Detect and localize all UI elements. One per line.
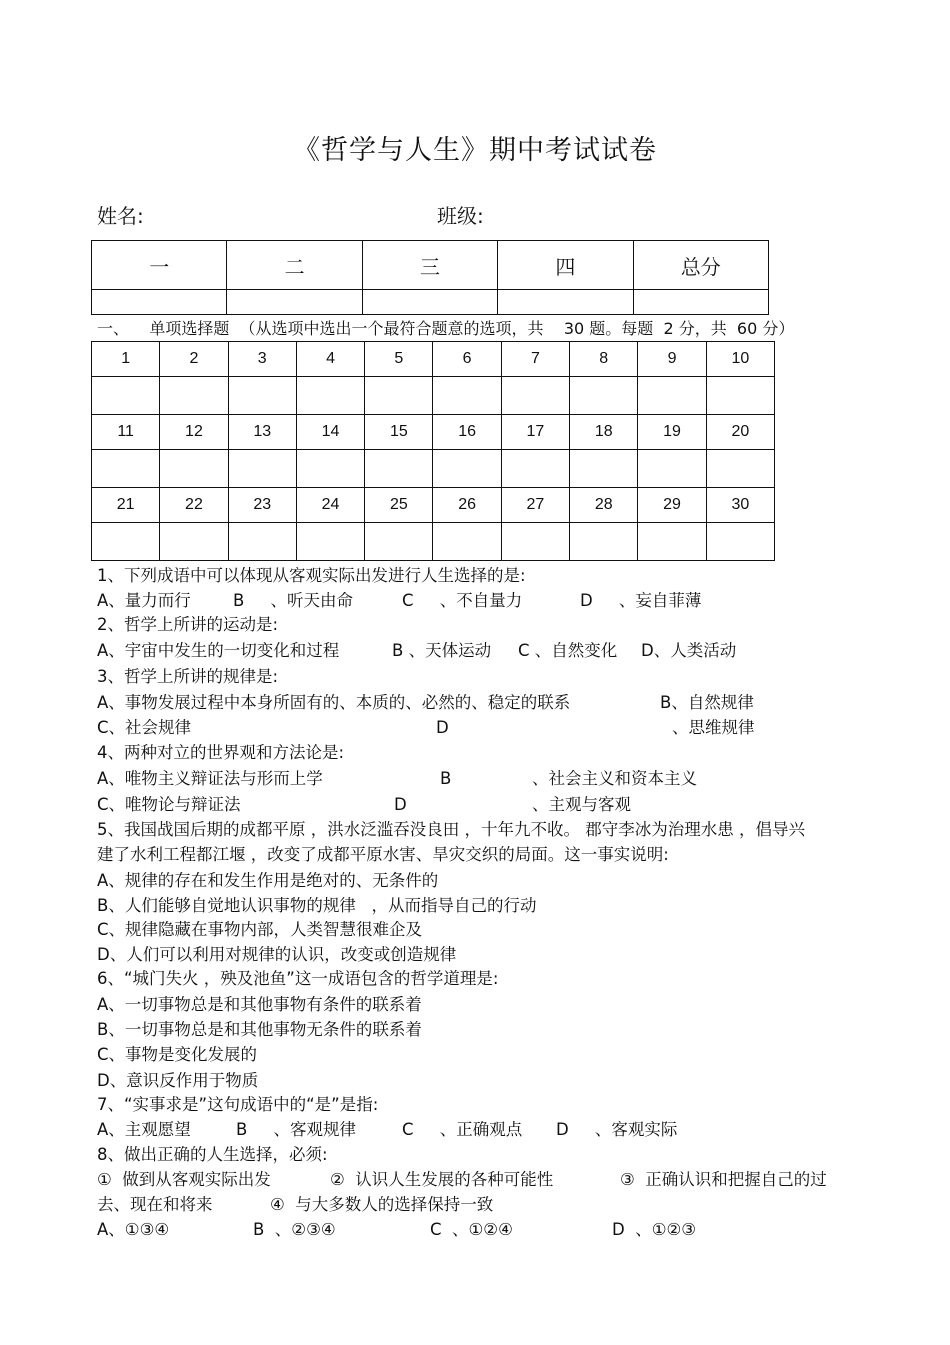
answer-number-cell: 5 xyxy=(365,342,433,377)
answer-number-cell: 15 xyxy=(365,415,433,450)
answer-blank-cell[interactable] xyxy=(570,377,638,415)
q4-option-a: A、唯物主义辩证法与形而上学 xyxy=(97,769,323,788)
q3-option-c: C、社会规律 xyxy=(97,718,192,737)
q8-statement-3-cont: 去、现在和将来 xyxy=(97,1195,213,1214)
answer-number-cell: 28 xyxy=(570,488,638,523)
answer-number-cell: 11 xyxy=(92,415,160,450)
score-header-3: 三 xyxy=(362,241,497,290)
answer-number-cell: 26 xyxy=(433,488,501,523)
q4-option-c: C、唯物论与辩证法 xyxy=(97,795,241,814)
score-cell[interactable] xyxy=(498,290,633,315)
q1-option-b: B 、听天由命 xyxy=(233,591,354,610)
q3-option-d-letter: D xyxy=(436,718,449,737)
q6-option-a: A、一切事物总是和其他事物有条件的联系着 xyxy=(97,995,422,1014)
answer-number-cell: 9 xyxy=(638,342,706,377)
answer-number-cell: 12 xyxy=(160,415,228,450)
q4-option-d-text: 、主观与客观 xyxy=(532,795,631,814)
question-4: 4、两种对立的世界观和方法论是: xyxy=(97,743,345,762)
question-1: 1、下列成语中可以体现从客观实际出发进行人生选择的是: xyxy=(97,566,526,585)
answer-blank-cell[interactable] xyxy=(228,450,296,488)
answer-number-cell: 23 xyxy=(228,488,296,523)
q2-option-a: A、宇宙中发生的一切变化和过程 xyxy=(97,641,340,660)
answer-number-cell: 19 xyxy=(638,415,706,450)
answer-blank-cell[interactable] xyxy=(433,377,501,415)
answer-blank-cell[interactable] xyxy=(160,377,228,415)
score-header-1: 一 xyxy=(92,241,227,290)
answer-number-cell: 25 xyxy=(365,488,433,523)
question-2: 2、哲学上所讲的运动是: xyxy=(97,615,279,634)
q7-option-a: A、主观愿望 xyxy=(97,1120,191,1139)
answer-blank-cell[interactable] xyxy=(570,450,638,488)
score-header-4: 四 xyxy=(498,241,633,290)
q7-option-b: B 、客观规律 xyxy=(236,1120,357,1139)
q1-option-d: D 、妄自菲薄 xyxy=(580,591,702,610)
answer-blank-cell[interactable] xyxy=(365,523,433,561)
answer-blank-cell[interactable] xyxy=(365,450,433,488)
answer-blank-cell[interactable] xyxy=(706,523,774,561)
answer-blank-cell[interactable] xyxy=(92,523,160,561)
answer-number-cell: 4 xyxy=(296,342,364,377)
answer-blank-cell[interactable] xyxy=(160,450,228,488)
q3-option-b: B、自然规律 xyxy=(660,693,754,712)
question-7: 7、“实事求是”这句成语中的“是”是指: xyxy=(97,1095,379,1114)
answer-number-cell: 1 xyxy=(92,342,160,377)
answer-number-cell: 10 xyxy=(706,342,774,377)
answer-number-cell: 17 xyxy=(501,415,569,450)
q8-option-b: B 、②③④ xyxy=(253,1220,336,1239)
answer-blank-cell[interactable] xyxy=(638,377,706,415)
q7-option-c: C 、正确观点 xyxy=(402,1120,523,1139)
answer-blank-cell[interactable] xyxy=(296,523,364,561)
q6-option-c: C、事物是变化发展的 xyxy=(97,1045,258,1064)
q5-option-b: B、人们能够自觉地认识事物的规律 ，从而指导自己的行动 xyxy=(97,896,537,915)
answer-number-cell: 7 xyxy=(501,342,569,377)
answer-blank-cell[interactable] xyxy=(433,523,501,561)
q1-option-c: C 、不自量力 xyxy=(402,591,523,610)
q8-statement-3: ③ 正确认识和把握自己的过 xyxy=(620,1170,827,1189)
q5-option-c: C、规律隐藏在事物内部，人类智慧很难企及 xyxy=(97,920,423,939)
name-label: 姓名: xyxy=(97,204,144,228)
answer-table xyxy=(91,341,775,561)
q8-option-a: A、①③④ xyxy=(97,1220,170,1239)
answer-blank-cell[interactable] xyxy=(296,377,364,415)
answer-number-cell: 18 xyxy=(570,415,638,450)
answer-blank-cell[interactable] xyxy=(638,523,706,561)
answer-number-cell: 6 xyxy=(433,342,501,377)
answer-number-cell: 29 xyxy=(638,488,706,523)
q3-option-a: A、事物发展过程中本身所固有的、本质的、必然的、稳定的联系 xyxy=(97,693,571,712)
answer-number-cell: 22 xyxy=(160,488,228,523)
q2-option-c: C 、自然变化 xyxy=(518,641,618,660)
score-cell[interactable] xyxy=(227,290,362,315)
q6-option-b: B、一切事物总是和其他事物无条件的联系着 xyxy=(97,1020,422,1039)
answer-blank-cell[interactable] xyxy=(706,377,774,415)
answer-blank-cell[interactable] xyxy=(501,523,569,561)
question-5-line-2: 建了水利工程都江堰 ，改变了成都平原水害、旱灾交织的局面。这一事实说明: xyxy=(97,845,669,864)
q4-option-b-text: 、社会主义和资本主义 xyxy=(532,769,697,788)
question-8: 8、做出正确的人生选择，必须: xyxy=(97,1145,328,1164)
answer-number-cell: 21 xyxy=(92,488,160,523)
question-5-line-1: 5、我国战国后期的成都平原 ，洪水泛滥吞没良田 ，十年九不收。 郡守李冰为治理水患 ，倡导兴 xyxy=(97,820,805,839)
answer-number-cell: 24 xyxy=(296,488,364,523)
answer-number-cell: 20 xyxy=(706,415,774,450)
answer-blank-cell[interactable] xyxy=(501,377,569,415)
section1-heading: 一、 单项选择题 （从选项中选出一个最符合题意的选项，共 30 题。每题 2 分，共 60 分） xyxy=(97,319,795,338)
answer-blank-cell[interactable] xyxy=(570,523,638,561)
score-cell[interactable] xyxy=(362,290,497,315)
score-header-total: 总分 xyxy=(633,241,768,290)
answer-number-cell: 8 xyxy=(570,342,638,377)
answer-blank-cell[interactable] xyxy=(92,450,160,488)
answer-number-cell: 3 xyxy=(228,342,296,377)
q7-option-d: D 、客观实际 xyxy=(556,1120,678,1139)
answer-number-cell: 30 xyxy=(706,488,774,523)
class-label: 班级: xyxy=(437,204,484,228)
answer-blank-cell[interactable] xyxy=(92,377,160,415)
score-table xyxy=(91,240,769,315)
answer-number-cell: 14 xyxy=(296,415,364,450)
q3-option-d-text: 、思维规律 xyxy=(672,718,755,737)
q8-option-c: C 、①②④ xyxy=(430,1220,513,1239)
answer-blank-cell[interactable] xyxy=(433,450,501,488)
answer-number-cell: 27 xyxy=(501,488,569,523)
q8-option-d: D 、①②③ xyxy=(612,1220,697,1239)
q8-statement-4: ④ 与大多数人的选择保持一致 xyxy=(270,1195,494,1214)
q1-option-a: A、量力而行 xyxy=(97,591,191,610)
answer-blank-cell[interactable] xyxy=(228,377,296,415)
answer-blank-cell[interactable] xyxy=(501,450,569,488)
answer-blank-cell[interactable] xyxy=(706,450,774,488)
question-6: 6、“城门失火 ，殃及池鱼”这一成语包含的哲学道理是: xyxy=(97,969,499,988)
exam-title: 《哲学与人生》期中考试试卷 xyxy=(293,135,657,166)
answer-blank-cell[interactable] xyxy=(160,523,228,561)
q5-option-d: D、人们可以利用对规律的认识，改变或创造规律 xyxy=(97,945,457,964)
answer-number-cell: 13 xyxy=(228,415,296,450)
answer-blank-cell[interactable] xyxy=(228,523,296,561)
q4-option-d-letter: D xyxy=(394,795,407,814)
question-3: 3、哲学上所讲的规律是: xyxy=(97,667,279,686)
score-cell[interactable] xyxy=(92,290,227,315)
q4-option-b-letter: B xyxy=(440,769,452,788)
q8-statement-2: ② 认识人生发展的各种可能性 xyxy=(330,1170,554,1189)
q8-statement-1: ① 做到从客观实际出发 xyxy=(97,1170,271,1189)
answer-blank-cell[interactable] xyxy=(365,377,433,415)
q5-option-a: A、规律的存在和发生作用是绝对的、无条件的 xyxy=(97,871,439,890)
q2-option-b: B 、天体运动 xyxy=(392,641,492,660)
q6-option-d: D、意识反作用于物质 xyxy=(97,1071,259,1090)
score-cell[interactable] xyxy=(633,290,768,315)
q2-option-d: D、人类活动 xyxy=(641,641,737,660)
answer-blank-cell[interactable] xyxy=(638,450,706,488)
score-header-2: 二 xyxy=(227,241,362,290)
answer-blank-cell[interactable] xyxy=(296,450,364,488)
answer-number-cell: 16 xyxy=(433,415,501,450)
answer-number-cell: 2 xyxy=(160,342,228,377)
